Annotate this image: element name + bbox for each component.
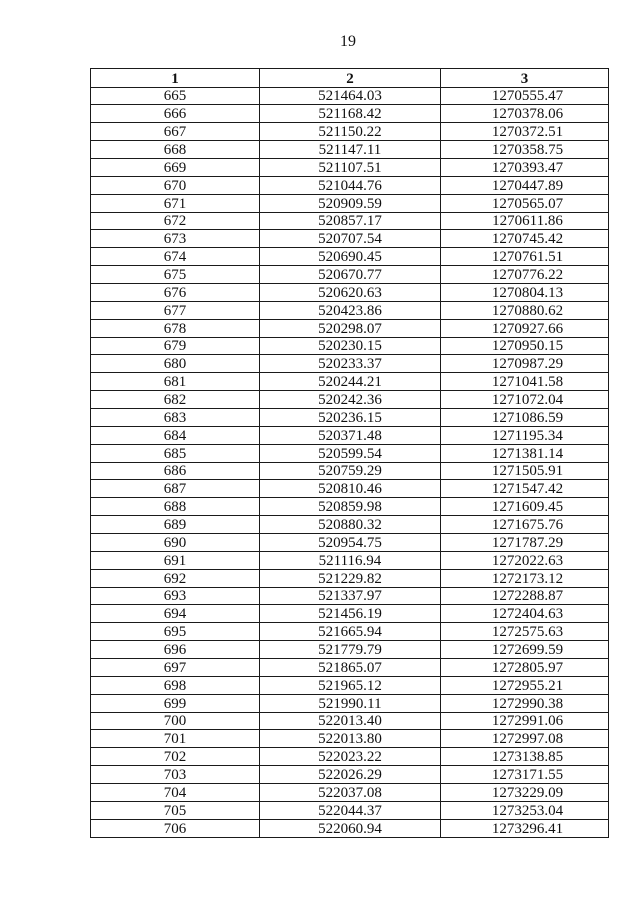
point-number-cell: 677: [91, 301, 260, 319]
y-coordinate-cell: 1273171.55: [441, 766, 609, 784]
point-number-cell: 667: [91, 123, 260, 141]
x-coordinate-cell: 521168.42: [260, 105, 441, 123]
table-row: [91, 551, 609, 569]
table-row: [91, 141, 609, 159]
x-coordinate-cell: 521107.51: [260, 158, 441, 176]
point-number-cell: 687: [91, 480, 260, 498]
table-row: [91, 408, 609, 426]
table-row: [91, 766, 609, 784]
point-number-cell: 672: [91, 212, 260, 230]
page-number: 19: [340, 33, 356, 50]
table-row: [91, 266, 609, 284]
table-row: [91, 176, 609, 194]
x-coordinate-cell: 521147.11: [260, 141, 441, 159]
y-coordinate-cell: 1270565.07: [441, 194, 609, 212]
y-coordinate-cell: 1270555.47: [441, 87, 609, 105]
x-coordinate-cell: 521665.94: [260, 623, 441, 641]
table-row: [91, 712, 609, 730]
point-number-cell: 679: [91, 337, 260, 355]
y-coordinate-cell: 1270927.66: [441, 319, 609, 337]
point-number-cell: 701: [91, 730, 260, 748]
point-number-cell: 674: [91, 248, 260, 266]
x-coordinate-cell: 520909.59: [260, 194, 441, 212]
point-number-cell: 682: [91, 391, 260, 409]
point-number-cell: 668: [91, 141, 260, 159]
x-coordinate-cell: 520810.46: [260, 480, 441, 498]
y-coordinate-cell: 1272288.87: [441, 587, 609, 605]
table-row: [91, 587, 609, 605]
coordinates-table: [90, 68, 609, 838]
x-coordinate-cell: 522037.08: [260, 784, 441, 802]
x-coordinate-cell: 520242.36: [260, 391, 441, 409]
point-number-cell: 685: [91, 444, 260, 462]
y-coordinate-cell: 1270372.51: [441, 123, 609, 141]
table-row: [91, 641, 609, 659]
x-coordinate-cell: 520859.98: [260, 498, 441, 516]
y-coordinate-cell: 1271195.34: [441, 426, 609, 444]
y-coordinate-cell: 1270987.29: [441, 355, 609, 373]
table-row: [91, 533, 609, 551]
point-number-cell: 678: [91, 319, 260, 337]
table-row: [91, 123, 609, 141]
y-coordinate-cell: 1271086.59: [441, 408, 609, 426]
x-coordinate-cell: 521044.76: [260, 176, 441, 194]
table-row: [91, 355, 609, 373]
table-row: [91, 801, 609, 819]
y-coordinate-cell: 1272990.38: [441, 694, 609, 712]
y-coordinate-cell: 1272173.12: [441, 569, 609, 587]
table-row: [91, 158, 609, 176]
table-row: [91, 819, 609, 837]
y-coordinate-cell: 1272955.21: [441, 676, 609, 694]
table-row: [91, 462, 609, 480]
x-coordinate-cell: 522044.37: [260, 801, 441, 819]
y-coordinate-cell: 1273253.04: [441, 801, 609, 819]
y-coordinate-cell: 1272699.59: [441, 641, 609, 659]
x-coordinate-cell: 520233.37: [260, 355, 441, 373]
table-row: [91, 194, 609, 212]
table-row: [91, 623, 609, 641]
table-row: [91, 694, 609, 712]
point-number-cell: 690: [91, 533, 260, 551]
y-coordinate-cell: 1272404.63: [441, 605, 609, 623]
x-coordinate-cell: 520690.45: [260, 248, 441, 266]
x-coordinate-cell: 521229.82: [260, 569, 441, 587]
table-row: [91, 337, 609, 355]
y-coordinate-cell: 1270393.47: [441, 158, 609, 176]
y-coordinate-cell: 1271505.91: [441, 462, 609, 480]
table-row: [91, 480, 609, 498]
x-coordinate-cell: 522013.80: [260, 730, 441, 748]
x-coordinate-cell: 521150.22: [260, 123, 441, 141]
table-row: [91, 373, 609, 391]
point-number-cell: 700: [91, 712, 260, 730]
y-coordinate-cell: 1271609.45: [441, 498, 609, 516]
column-header-1: 1: [91, 69, 260, 88]
y-coordinate-cell: 1271381.14: [441, 444, 609, 462]
x-coordinate-cell: 521116.94: [260, 551, 441, 569]
table-row: [91, 105, 609, 123]
table-row: [91, 230, 609, 248]
x-coordinate-cell: 520857.17: [260, 212, 441, 230]
table-row: [91, 212, 609, 230]
y-coordinate-cell: 1273138.85: [441, 748, 609, 766]
table-row: [91, 676, 609, 694]
point-number-cell: 681: [91, 373, 260, 391]
table-row: [91, 659, 609, 677]
point-number-cell: 665: [91, 87, 260, 105]
y-coordinate-cell: 1271675.76: [441, 516, 609, 534]
point-number-cell: 676: [91, 283, 260, 301]
table-row: [91, 301, 609, 319]
x-coordinate-cell: 520880.32: [260, 516, 441, 534]
point-number-cell: 705: [91, 801, 260, 819]
point-number-cell: 699: [91, 694, 260, 712]
y-coordinate-cell: 1272991.06: [441, 712, 609, 730]
point-number-cell: 691: [91, 551, 260, 569]
point-number-cell: 684: [91, 426, 260, 444]
point-number-cell: 673: [91, 230, 260, 248]
y-coordinate-cell: 1270378.06: [441, 105, 609, 123]
y-coordinate-cell: 1270745.42: [441, 230, 609, 248]
point-number-cell: 670: [91, 176, 260, 194]
table-row: [91, 87, 609, 105]
point-number-cell: 688: [91, 498, 260, 516]
y-coordinate-cell: 1270880.62: [441, 301, 609, 319]
table-row: [91, 516, 609, 534]
x-coordinate-cell: 520954.75: [260, 533, 441, 551]
x-coordinate-cell: 520707.54: [260, 230, 441, 248]
point-number-cell: 675: [91, 266, 260, 284]
x-coordinate-cell: 520244.21: [260, 373, 441, 391]
table-row: [91, 248, 609, 266]
point-number-cell: 666: [91, 105, 260, 123]
point-number-cell: 698: [91, 676, 260, 694]
x-coordinate-cell: 522023.22: [260, 748, 441, 766]
y-coordinate-cell: 1270804.13: [441, 283, 609, 301]
x-coordinate-cell: 520371.48: [260, 426, 441, 444]
x-coordinate-cell: 520423.86: [260, 301, 441, 319]
x-coordinate-cell: 521965.12: [260, 676, 441, 694]
x-coordinate-cell: 520670.77: [260, 266, 441, 284]
table-row: [91, 569, 609, 587]
x-coordinate-cell: 520236.15: [260, 408, 441, 426]
point-number-cell: 694: [91, 605, 260, 623]
point-number-cell: 695: [91, 623, 260, 641]
table-row: [91, 605, 609, 623]
point-number-cell: 696: [91, 641, 260, 659]
table-row: [91, 730, 609, 748]
table-row: [91, 444, 609, 462]
x-coordinate-cell: 522060.94: [260, 819, 441, 837]
point-number-cell: 689: [91, 516, 260, 534]
point-number-cell: 686: [91, 462, 260, 480]
x-coordinate-cell: 520230.15: [260, 337, 441, 355]
y-coordinate-cell: 1270358.75: [441, 141, 609, 159]
x-coordinate-cell: 521865.07: [260, 659, 441, 677]
point-number-cell: 703: [91, 766, 260, 784]
y-coordinate-cell: 1270447.89: [441, 176, 609, 194]
x-coordinate-cell: 520759.29: [260, 462, 441, 480]
x-coordinate-cell: 521456.19: [260, 605, 441, 623]
table-row: [91, 784, 609, 802]
y-coordinate-cell: 1271787.29: [441, 533, 609, 551]
point-number-cell: 671: [91, 194, 260, 212]
x-coordinate-cell: 520599.54: [260, 444, 441, 462]
point-number-cell: 697: [91, 659, 260, 677]
x-coordinate-cell: 520298.07: [260, 319, 441, 337]
point-number-cell: 704: [91, 784, 260, 802]
table-body: [91, 87, 609, 837]
table-row: [91, 391, 609, 409]
table-row: [91, 748, 609, 766]
y-coordinate-cell: 1272805.97: [441, 659, 609, 677]
column-header-3: 3: [441, 69, 609, 88]
table-row: [91, 498, 609, 516]
point-number-cell: 683: [91, 408, 260, 426]
x-coordinate-cell: 521337.97: [260, 587, 441, 605]
point-number-cell: 692: [91, 569, 260, 587]
y-coordinate-cell: 1272575.63: [441, 623, 609, 641]
point-number-cell: 669: [91, 158, 260, 176]
point-number-cell: 693: [91, 587, 260, 605]
y-coordinate-cell: 1272997.08: [441, 730, 609, 748]
table-row: [91, 283, 609, 301]
y-coordinate-cell: 1273296.41: [441, 819, 609, 837]
y-coordinate-cell: 1271072.04: [441, 391, 609, 409]
point-number-cell: 706: [91, 819, 260, 837]
x-coordinate-cell: 521990.11: [260, 694, 441, 712]
y-coordinate-cell: 1273229.09: [441, 784, 609, 802]
y-coordinate-cell: 1270611.86: [441, 212, 609, 230]
table-row: [91, 319, 609, 337]
y-coordinate-cell: 1272022.63: [441, 551, 609, 569]
y-coordinate-cell: 1271547.42: [441, 480, 609, 498]
table-row: [91, 426, 609, 444]
point-number-cell: 680: [91, 355, 260, 373]
y-coordinate-cell: 1270776.22: [441, 266, 609, 284]
y-coordinate-cell: 1270761.51: [441, 248, 609, 266]
column-header-2: 2: [260, 69, 441, 88]
y-coordinate-cell: 1271041.58: [441, 373, 609, 391]
x-coordinate-cell: 522013.40: [260, 712, 441, 730]
y-coordinate-cell: 1270950.15: [441, 337, 609, 355]
x-coordinate-cell: 521779.79: [260, 641, 441, 659]
point-number-cell: 702: [91, 748, 260, 766]
x-coordinate-cell: 521464.03: [260, 87, 441, 105]
x-coordinate-cell: 520620.63: [260, 283, 441, 301]
table-header: [91, 69, 609, 88]
x-coordinate-cell: 522026.29: [260, 766, 441, 784]
header-row: [91, 69, 609, 88]
